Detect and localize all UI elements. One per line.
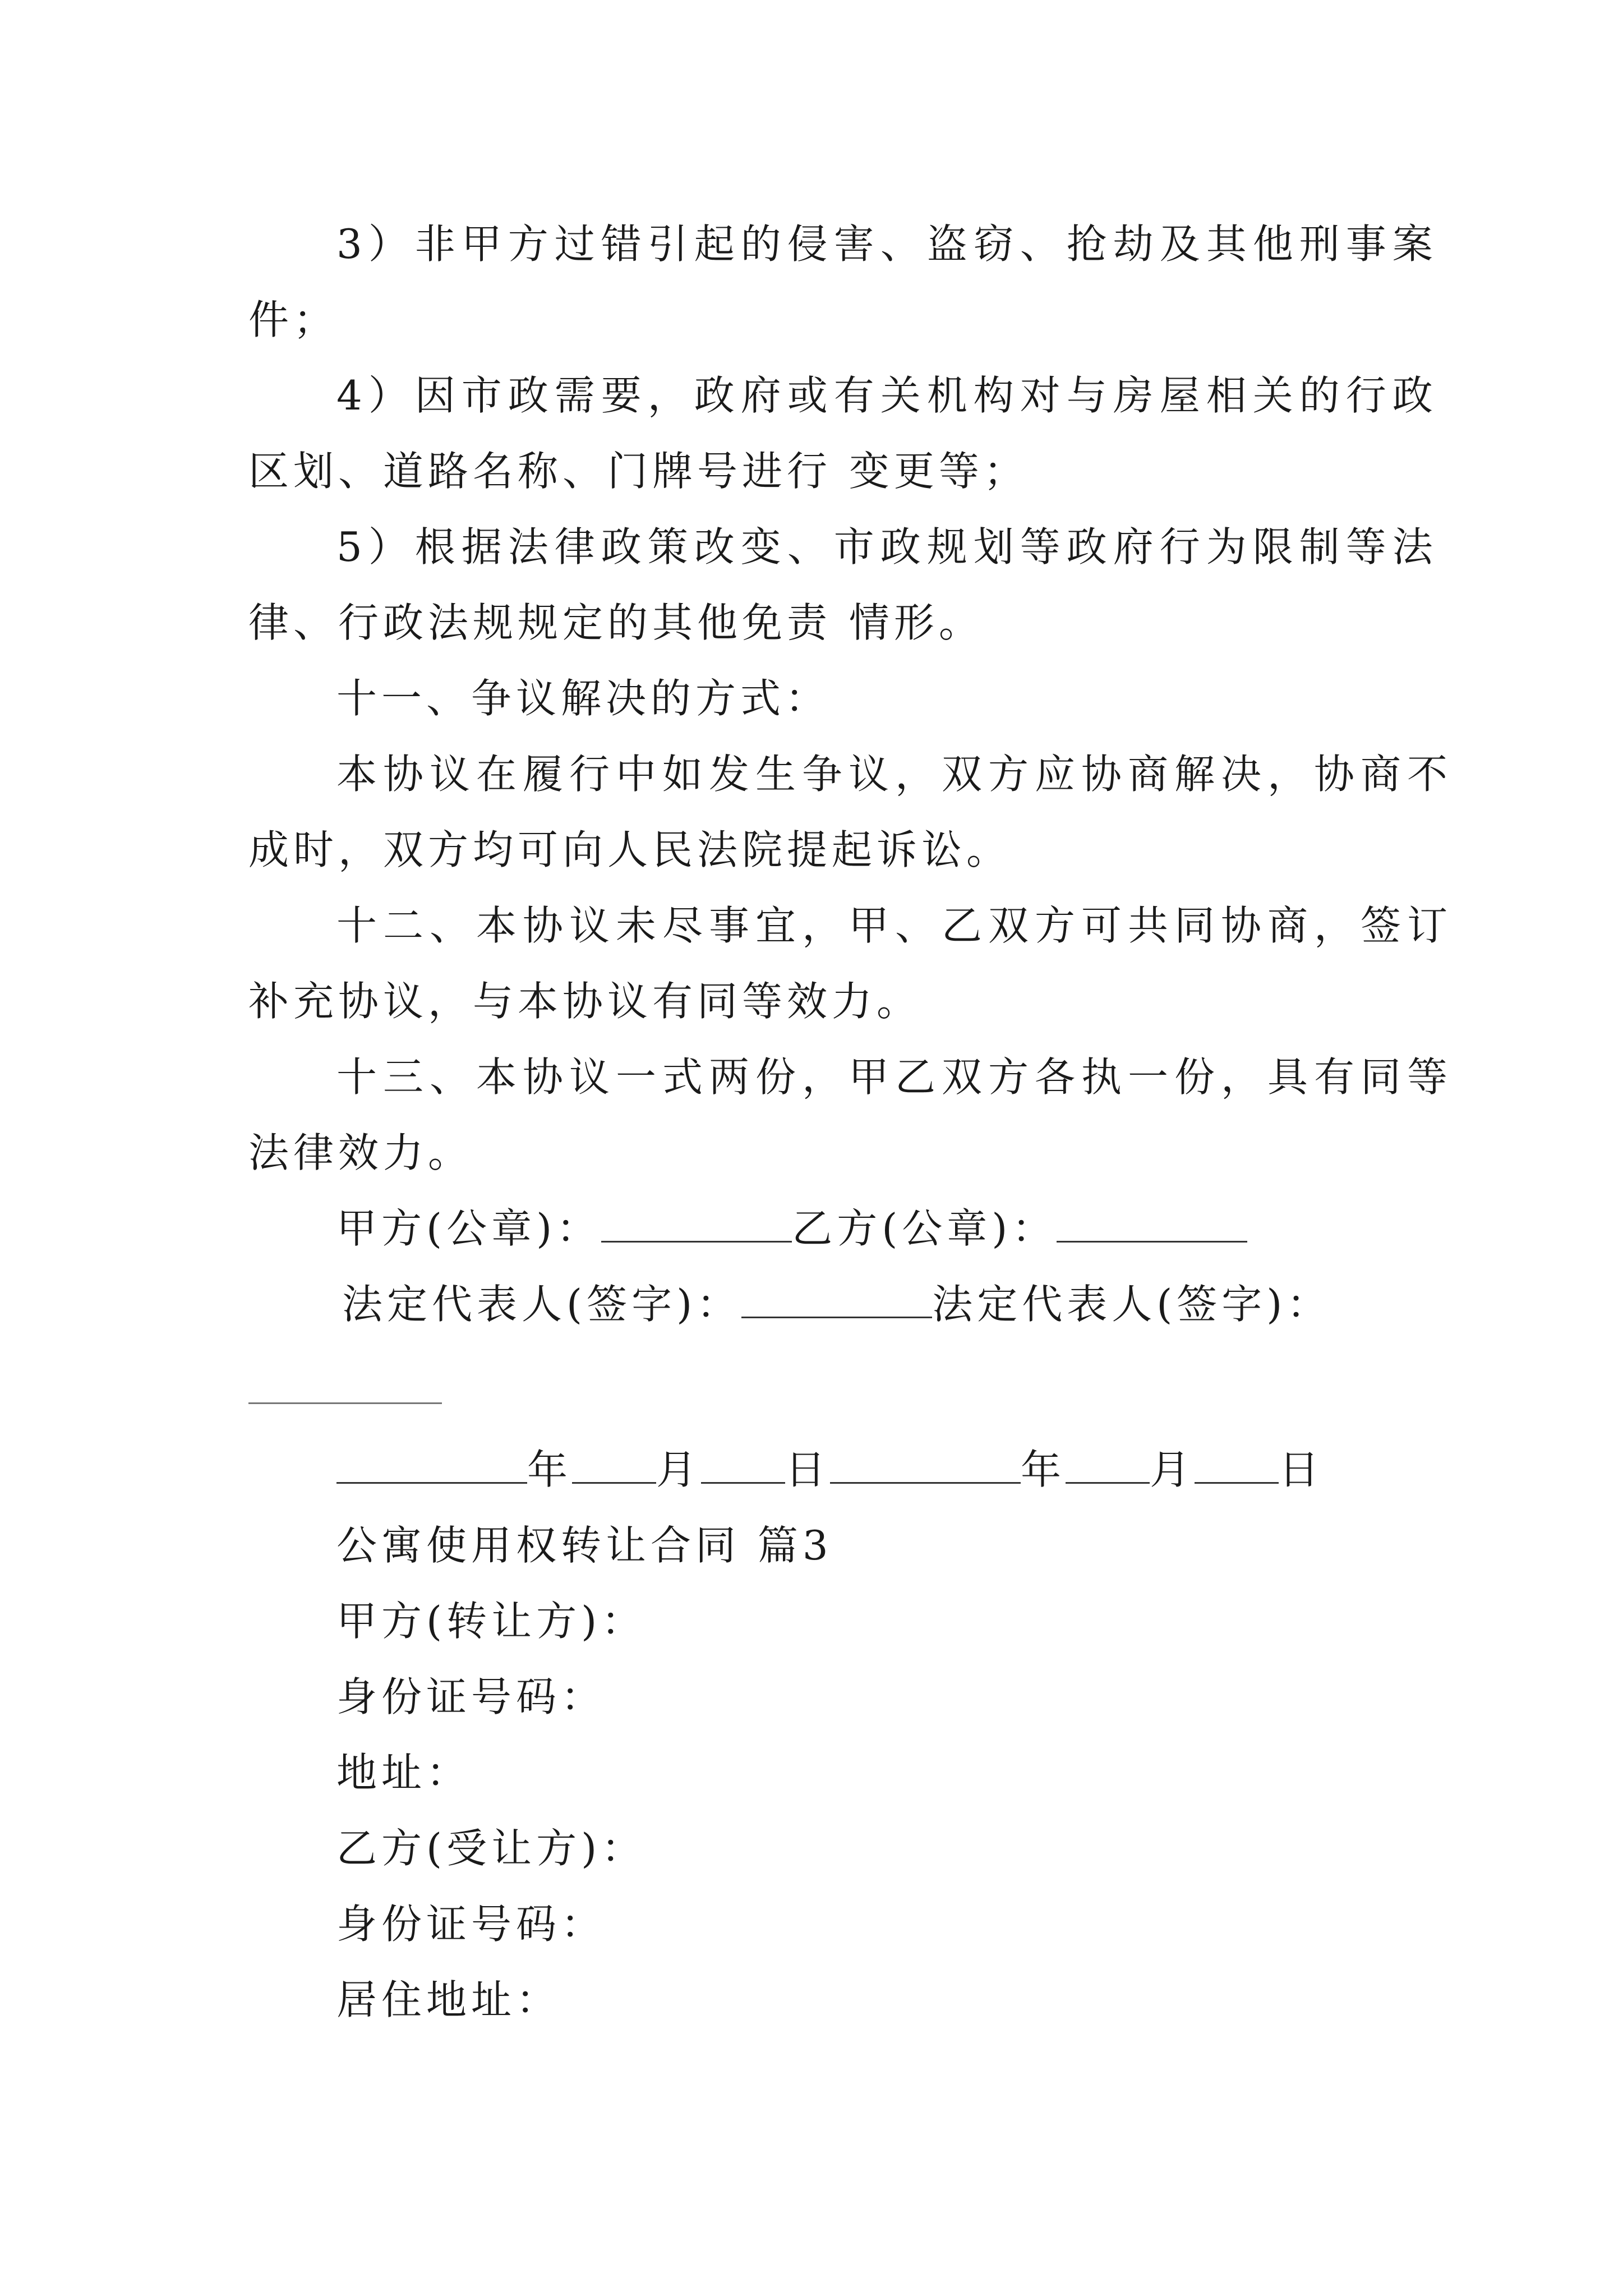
party-b-transferee: 乙方(受让方)： <box>336 1825 647 1872</box>
month-b-label: 月 <box>1150 1446 1195 1493</box>
section-11-heading: 十一、争议解决的方式： <box>336 675 831 722</box>
section-13-line-2: 法律效力。 <box>248 1129 473 1176</box>
party-a-seal-label: 甲方(公章)： <box>336 1205 602 1252</box>
party-b-residence-address: 居住地址： <box>336 1976 561 2023</box>
section-13-line-1: 十三、本协议一式两份，甲乙双方各执一份，具有同等 <box>336 1053 1454 1101</box>
clause-5-line-2: 律、行政法规规定的其他免责 情形。 <box>248 599 984 646</box>
day-a-label: 日 <box>785 1446 831 1493</box>
clause-5-line-1: 5）根据法律政策改变、市政规划等政府行为限制等法 <box>336 523 1439 570</box>
legal-rep-b-blank[interactable] <box>248 1402 442 1404</box>
party-b-seal-blank[interactable] <box>1057 1206 1247 1243</box>
year-b-label: 年 <box>1021 1446 1066 1493</box>
legal-rep-a-label: 法定代表人(签字)： <box>342 1281 742 1328</box>
date-line <box>336 1442 1324 1498</box>
year-a-label: 年 <box>527 1446 573 1493</box>
party-a-address: 地址： <box>336 1749 472 1796</box>
party-a-seal-blank[interactable] <box>601 1206 792 1243</box>
seal-line <box>336 1200 1247 1257</box>
clause-4-line-2: 区划、道路名称、门牌号进行 变更等； <box>248 448 1029 495</box>
day-b-label: 日 <box>1279 1446 1324 1493</box>
clause-4-line-1: 4）因市政需要，政府或有关机构对与房屋相关的行政 <box>336 372 1439 419</box>
month-b-blank[interactable] <box>1066 1447 1150 1484</box>
day-a-blank[interactable] <box>701 1447 785 1484</box>
legal-rep-b-label: 法定代表人(签字)： <box>932 1281 1332 1328</box>
party-b-id-number: 身份证号码： <box>336 1901 606 1948</box>
legal-rep-line <box>342 1276 1331 1332</box>
section-12-line-1: 十二、本协议未尽事宜，甲、乙双方可共同协商，签订 <box>336 902 1454 949</box>
legal-rep-a-blank[interactable] <box>741 1282 932 1318</box>
party-a-transferor: 甲方(转让方)： <box>336 1598 647 1645</box>
month-a-label: 月 <box>656 1446 702 1493</box>
year-a-blank[interactable] <box>336 1447 527 1484</box>
month-a-blank[interactable] <box>572 1447 656 1484</box>
section-11-line-1: 本协议在履行中如发生争议，双方应协商解决，协商不 <box>336 751 1454 798</box>
year-b-blank[interactable] <box>830 1447 1021 1484</box>
section-11-line-2: 成时，双方均可向人民法院提起诉讼。 <box>248 826 1012 873</box>
clause-3-line-1: 3）非甲方过错引起的侵害、盗窃、抢劫及其他刑事案 <box>336 220 1439 268</box>
clause-3-line-2: 件； <box>248 296 339 343</box>
party-b-seal-label: 乙方(公章)： <box>792 1205 1057 1252</box>
day-b-blank[interactable] <box>1195 1447 1279 1484</box>
section-12-line-2: 补充协议，与本协议有同等效力。 <box>248 978 922 1025</box>
party-a-id-number: 身份证号码： <box>336 1673 606 1720</box>
contract-3-title: 公寓使用权转让合同 篇3 <box>336 1522 833 1569</box>
